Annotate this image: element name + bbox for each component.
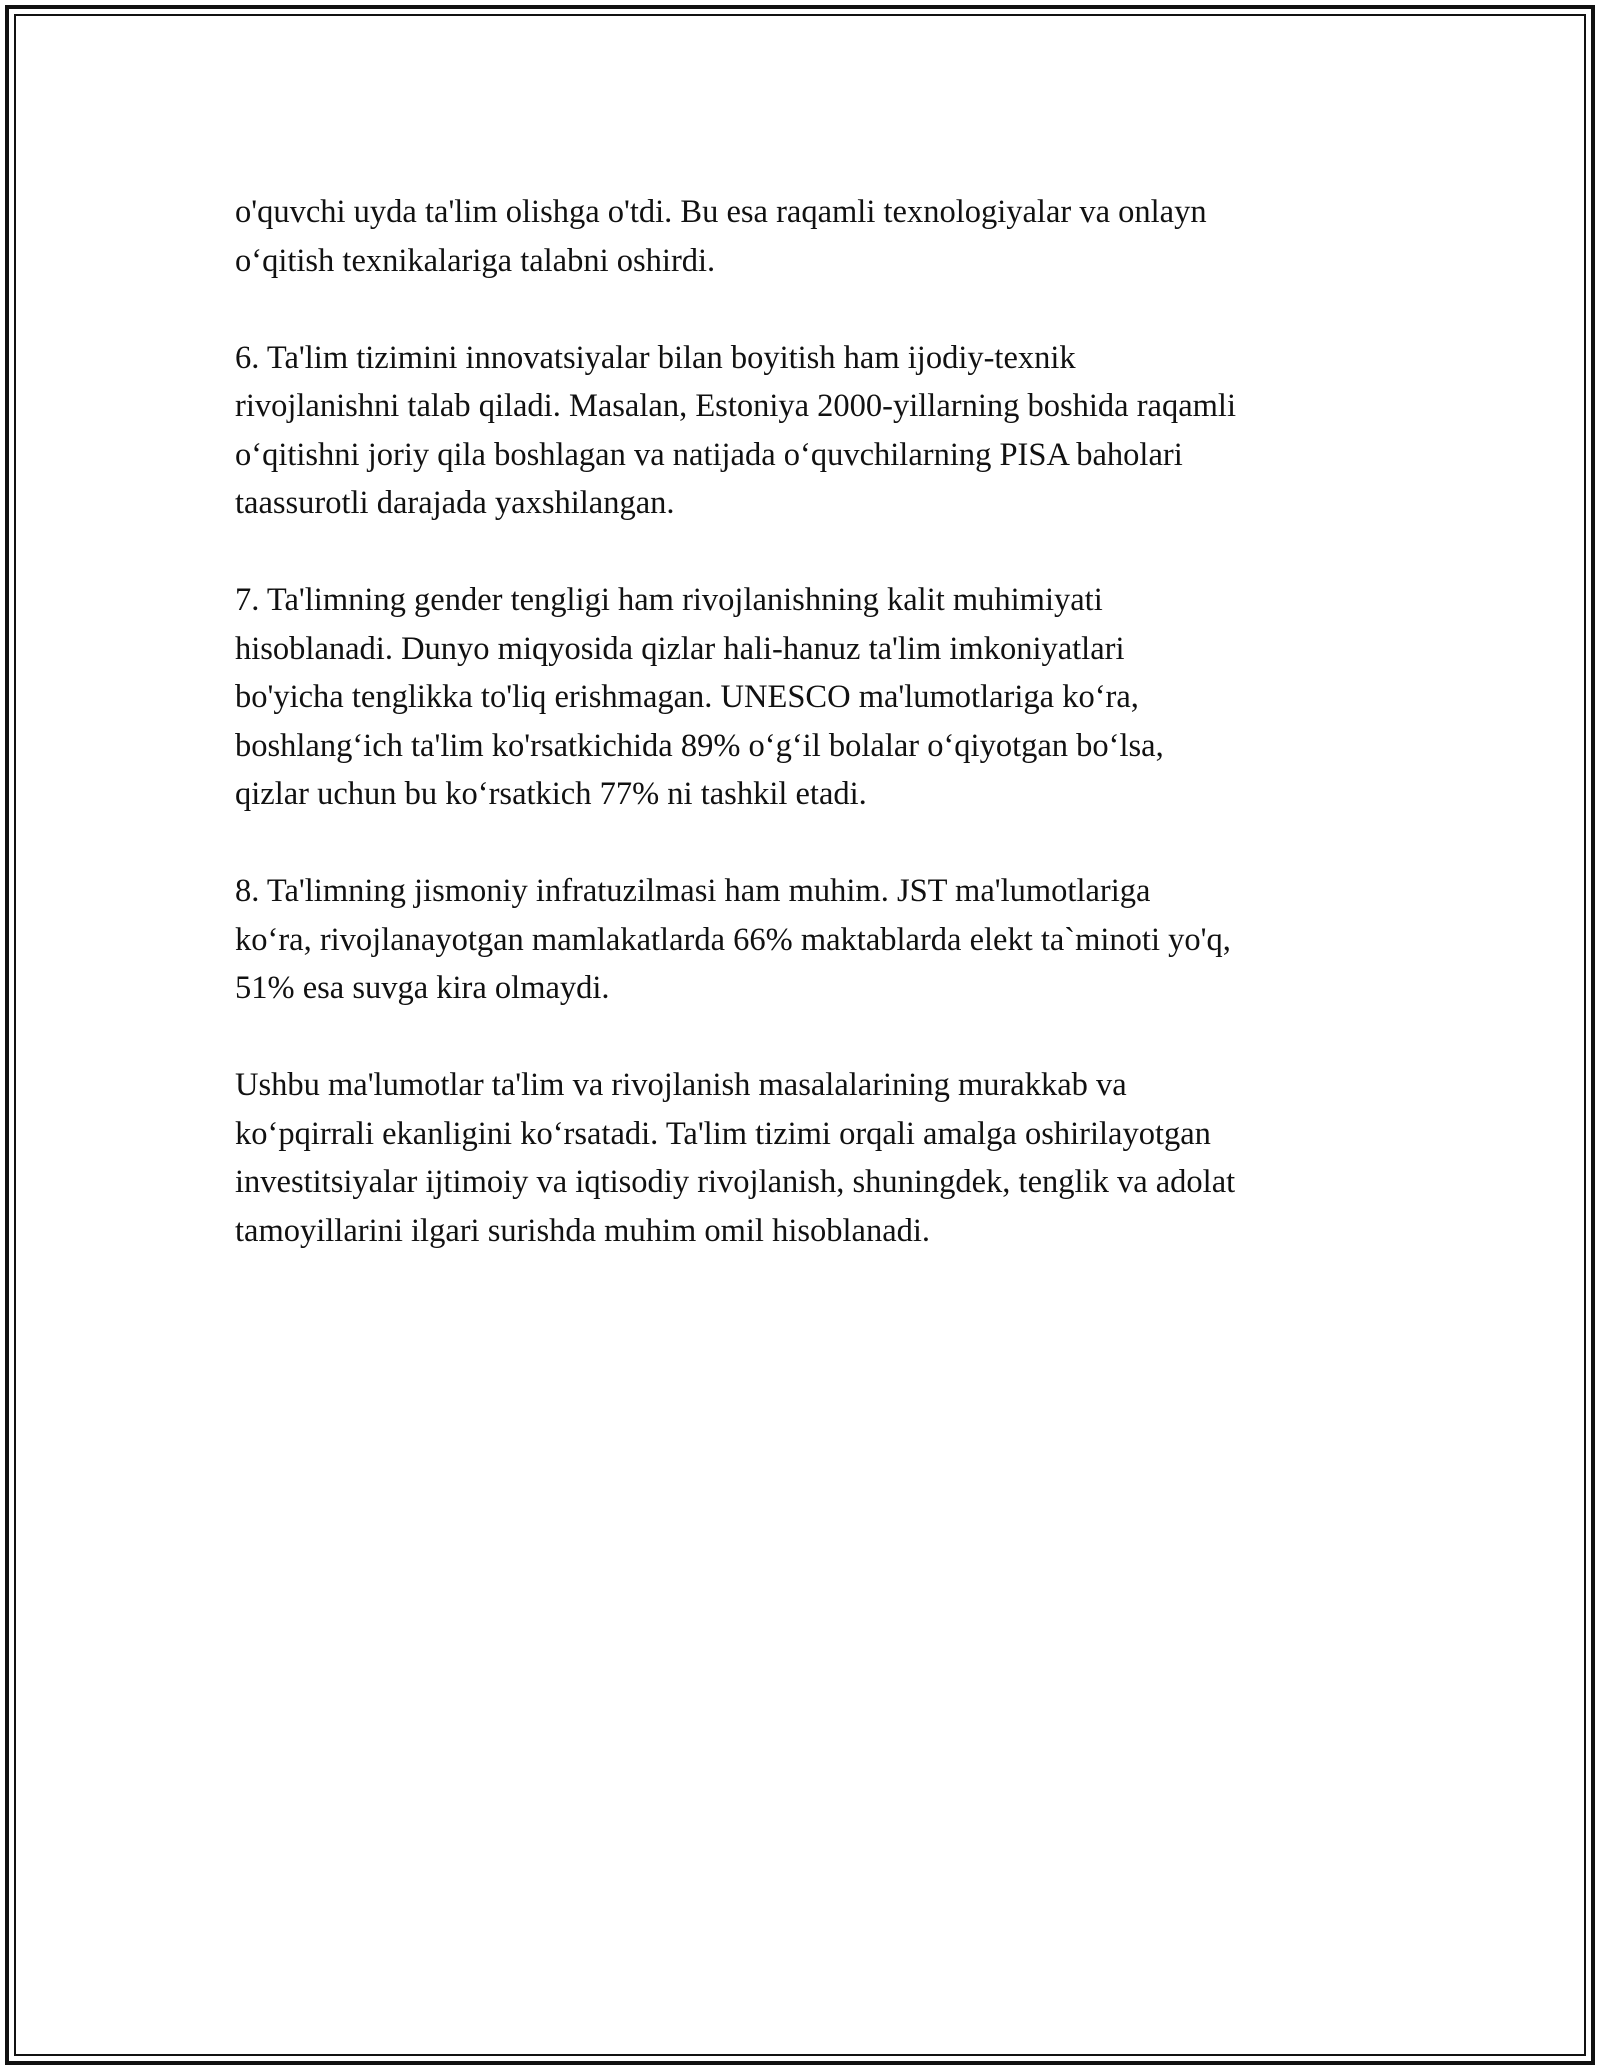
text-line: hisoblanadi. Dunyo miqyosida qizlar hali-hanuz ta'lim imkoniyatlari xyxy=(235,630,1125,667)
text-line: 8. Ta'limning jismoniy infratuzilmasi ham muhim. JST ma'lumotlariga xyxy=(235,873,1151,909)
text-line: rivojlanishni talab qiladi. Masalan, Estoniya 2000-yillarning boshida raqamli xyxy=(235,388,1236,424)
text-line: taassurotli darajada yaxshilangan. xyxy=(235,485,675,521)
text-line: o'quvchi uyda ta'lim olishga o'tdi. Bu esa raqamli texnologiyalar va onlayn xyxy=(235,194,1207,230)
text-line: qizlar uchun bu ko‘rsatkich 77% ni tashkil etadi. xyxy=(235,776,867,812)
paragraph-item-8 xyxy=(235,867,1385,1013)
paragraph-continuation xyxy=(235,188,1385,285)
paragraph-conclusion xyxy=(235,1061,1385,1255)
text-line: ko‘pqirrali ekanligini ko‘rsatadi. Ta'lim tizimi orqali amalga oshirilayotgan xyxy=(235,1115,1211,1152)
text-line: boshlang‘ich ta'lim ko'rsatkichida 89% o‘g‘il bolalar o‘qiyotgan bo‘lsa, xyxy=(235,727,1164,764)
document-body xyxy=(235,188,1385,1304)
paragraph-item-6 xyxy=(235,334,1385,528)
text-line: investitsiyalar ijtimoiy va iqtisodiy rivojlanish, shuningdek, tenglik va adolat xyxy=(235,1164,1236,1200)
text-line: bo'yicha tenglikka to'liq erishmagan. UNESCO ma'lumotlariga ko‘ra, xyxy=(235,679,1139,715)
text-line: o‘qitish texnikalariga talabni oshirdi. xyxy=(235,242,716,279)
text-line: tamoyillarini ilgari surishda muhim omil hisoblanadi. xyxy=(235,1212,931,1249)
text-line: 6. Ta'lim tizimini innovatsiyalar bilan boyitish ham ijodiy-texnik xyxy=(235,339,1076,376)
text-line: ko‘ra, rivojlanayotgan mamlakatlarda 66% maktablarda elekt ta`minoti yo'q, xyxy=(235,921,1231,958)
text-line: 51% esa suvga kira olmaydi. xyxy=(235,970,610,1006)
text-line: o‘qitishni joriy qila boshlagan va natijada o‘quvchilarning PISA baholari xyxy=(235,436,1183,473)
paragraph-item-7 xyxy=(235,576,1385,819)
text-line: 7. Ta'limning gender tengligi ham rivojlanishning kalit muhimiyati xyxy=(235,582,1103,618)
text-line: Ushbu ma'lumotlar ta'lim va rivojlanish masalalarining murakkab va xyxy=(235,1067,1127,1103)
